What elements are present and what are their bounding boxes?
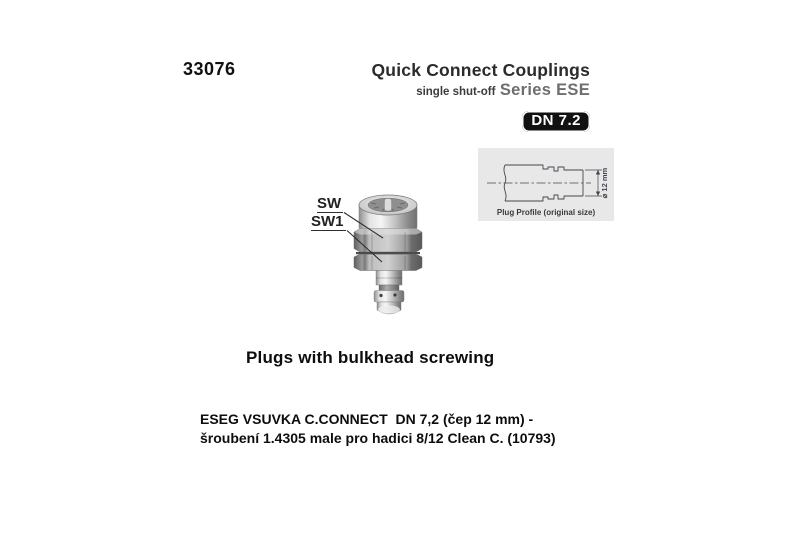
plug-profile-schematic [478, 148, 614, 208]
product-number: 33076 [183, 59, 236, 79]
page-subtitle [372, 80, 591, 102]
dn-badge: DN 7.2 [522, 111, 590, 132]
page-title: Quick Connect Couplings [371, 60, 590, 80]
drawing-caption: Plug Profile (original size) [496, 208, 596, 217]
plug-profile-drawing [478, 148, 614, 221]
sw1-label: SW1 [311, 213, 344, 230]
page-header [372, 60, 591, 132]
section-title: Plugs with bulkhead screwing [246, 348, 495, 367]
diameter-dimension-label: ⌀ 12 mm [600, 167, 609, 199]
description-line-1: ESEG VSUVKA C.CONNECT DN 7,2 (čep 12 mm) - [200, 411, 534, 427]
description-line-2: šroubení 1.4305 male pro hadici 8/12 Clean C. (10793) [200, 429, 556, 446]
product-figure [310, 192, 426, 322]
series-label: Series ESE [499, 81, 590, 99]
subtitle-shutoff-label: single shut-off [416, 86, 496, 98]
sw-label: SW [317, 195, 342, 212]
product-description [200, 410, 556, 447]
